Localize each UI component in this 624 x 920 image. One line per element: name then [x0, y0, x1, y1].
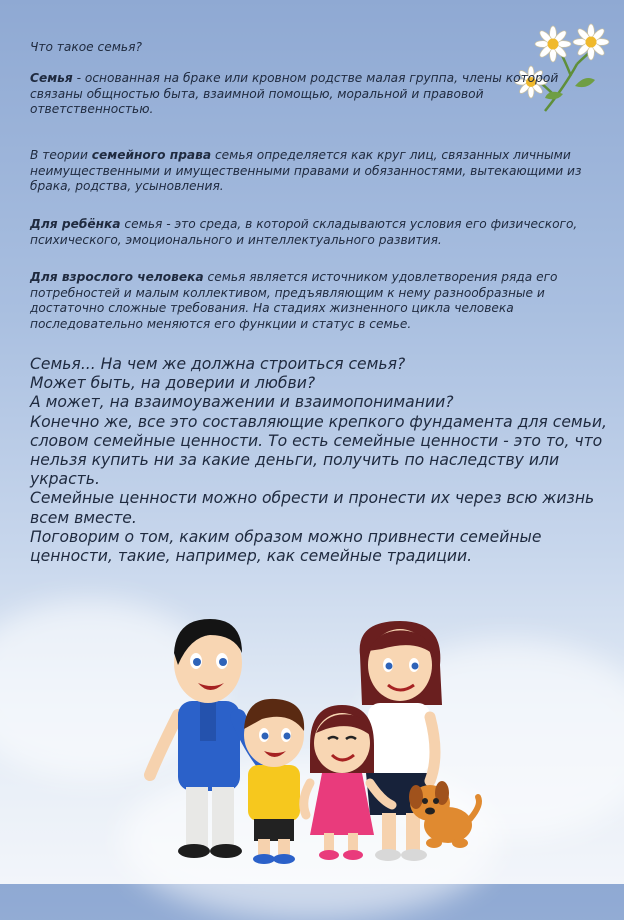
term-family-law: семейного права	[91, 148, 212, 162]
family-law-text: семья определяется как круг лиц, связанных личными неимущественными и имущественными правами и обязанностями, вытекающими из брака, родства, усыновления.	[30, 148, 582, 193]
prefix-text: В теории	[30, 148, 92, 162]
term-for-child: Для ребёнка	[30, 217, 121, 231]
family-cartoon-illustration	[130, 605, 490, 875]
big-line: Семейные ценности можно обрести и пронести их через всю жизнь всем вместе.	[30, 489, 595, 527]
paragraph-family-definition	[30, 71, 590, 118]
term-for-adult: Для взрослого человека	[30, 270, 204, 284]
big-line: А может, на взаимоуважении и взаимопонимании?	[30, 393, 454, 412]
paragraph-for-adult	[30, 270, 590, 332]
for-adult-text: семья является источником удовлетворения ряда его потребностей и малым коллективом, предъявляющим к нему разнообразные и достаточно сложные требования. На стадиях жизненного цикла человека последовательно меняются его функции и статус в семье.	[30, 270, 558, 331]
definition-text: - основанная на браке или кровном родстве малая группа, члены которой связаны общностью быта, взаимной помощью, моральной и правовой ответственностью.	[30, 71, 559, 116]
heading: Что такое семья?	[30, 40, 142, 54]
term-family: Семья	[30, 71, 73, 85]
big-line: Конечно же, все это составляющие крепкого фундамента для семьи, словом семейные ценности. То есть семейные ценности - это то, что нельзя купить ни за какие деньги, получить по наследству или украсть.	[30, 412, 607, 489]
paragraph-for-child	[30, 217, 590, 248]
paragraph-family-law	[30, 148, 590, 195]
for-child-text: семья - это среда, в которой складываются условия его физического, психического, эмоционального и интеллектуального развития.	[30, 217, 578, 247]
family-values-text	[30, 355, 615, 566]
big-line: Может быть, на доверии и любви?	[30, 374, 316, 393]
big-line: Семья... На чем же должна строиться семья?	[30, 355, 406, 373]
big-line: Поговорим о том, каким образом можно привнести семейные ценности, такие, например, как семейные традиции.	[30, 527, 542, 566]
boy-figure	[244, 699, 304, 864]
